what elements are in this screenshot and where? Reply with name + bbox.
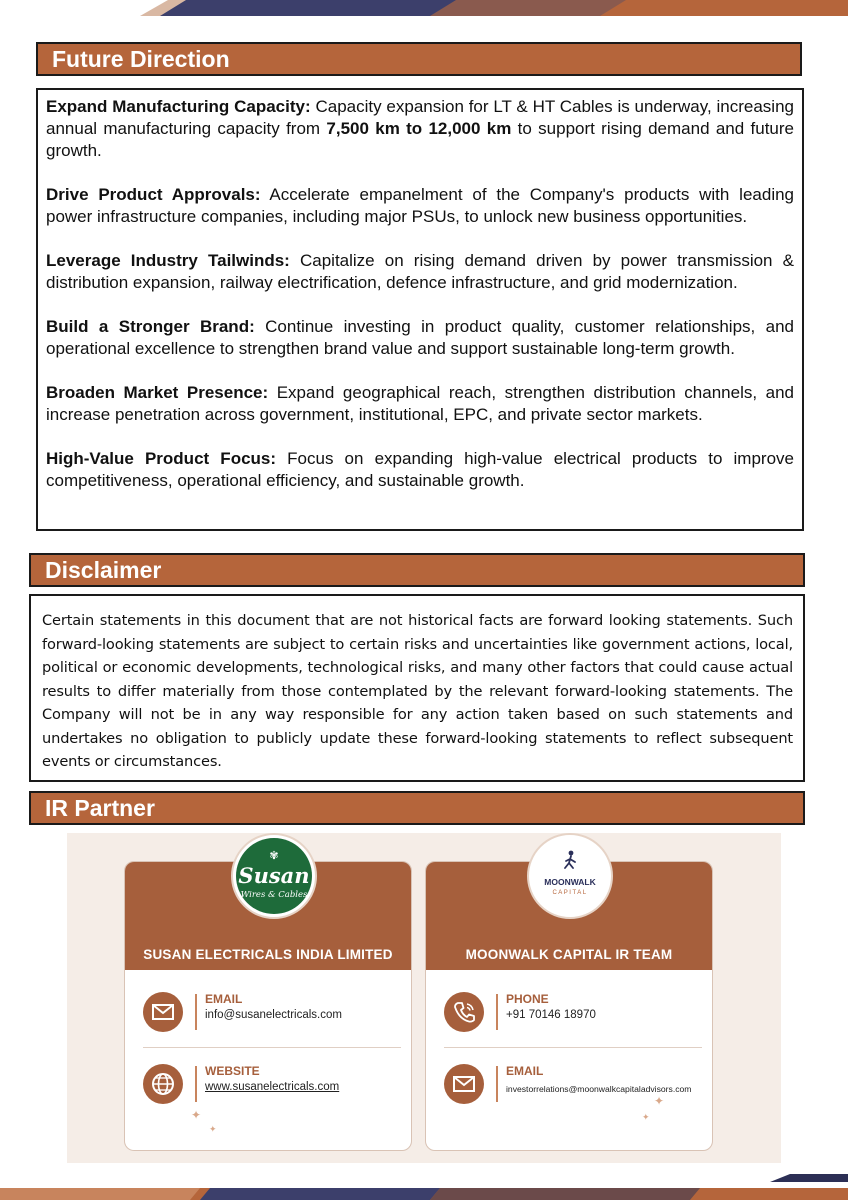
moonwalk-phone-value[interactable]: +91 70146 18970 [506,1009,596,1021]
ir-partner-heading: IR Partner [29,791,805,825]
future-direction-heading: Future Direction [36,42,802,76]
susan-website-link[interactable]: www.susanelectricals.com [205,1081,340,1093]
top-decorative-stripe [0,0,848,16]
globe-icon [143,1064,183,1104]
fd-item-approvals: Drive Product Approvals: Accelerate empanelment of the Company's products with leading power infrastructure companies, including major PSUs, to unlock new business opportunities. [46,185,795,226]
disclaimer-box [29,594,805,782]
mail-icon [143,992,183,1032]
susan-company-name: SUSAN ELECTRICALS INDIA LIMITED [143,947,393,962]
svg-text:Wires & Cables: Wires & Cables [240,890,308,900]
moonwalk-email-row [444,1064,704,1112]
disclaimer-heading: Disclaimer [29,553,805,587]
moonwalk-email-label: EMAIL [506,1064,544,1078]
susan-email-label: EMAIL [205,992,243,1006]
susan-row-divider [143,1047,401,1048]
susan-website-row [143,1064,403,1112]
phone-icon [444,992,484,1032]
sparkle-icon: ✦ [654,1094,665,1108]
moonwalk-email-value[interactable]: investorrelations@moonwalkcapitaladvisors.com [506,1084,692,1094]
bottom-decorative-stripe [0,1160,848,1200]
svg-text:✾: ✾ [269,849,279,862]
moonwalk-phone-row [444,992,704,1040]
susan-website-label: WEBSITE [205,1064,260,1078]
row-divider-line [195,1066,197,1102]
row-divider-line [195,994,197,1030]
moonwalk-phone-label: PHONE [506,992,549,1006]
future-direction-box [36,88,804,531]
fd-item-market: Broaden Market Presence: Expand geographical reach, strengthen distribution channels, and increase penetration across government, institutional, EPC, and private sector markets. [46,383,794,424]
fd-item-tailwinds: Leverage Industry Tailwinds: Capitalize on rising demand driven by power transmission & distribution expansion, railway electrification, defence infrastructure, and grid modernization. [46,251,794,292]
row-divider-line [496,1066,498,1102]
sparkle-icon: ✦ [642,1112,650,1122]
susan-email-row [143,992,403,1040]
ir-partner-card [67,833,781,1163]
svg-text:CAPITAL: CAPITAL [552,890,588,896]
fd-item-brand: Build a Stronger Brand: Continue investing in product quality, customer relationships, and operational excellence to strengthen brand value and support sustainable long-term growth. [46,317,795,358]
sparkle-icon: ✦ [191,1108,202,1122]
moonwalk-row-divider [444,1047,702,1048]
svg-text:Susan: Susan [238,863,310,888]
fd-item-high-value: High-Value Product Focus: Focus on expanding high-value electrical products to improve competitiveness, operational efficiency, and sustainable growth. [46,449,794,490]
mail-icon [444,1064,484,1104]
moonwalk-company-name: MOONWALK CAPITAL IR TEAM [465,947,673,962]
disclaimer-text: Certain statements in this document that are not historical facts are forward looking statements. Such forward-looking statements are subject to certain risks and uncertainties like government actions, local, political or economic developments, technological risks, and many other factors that could cause actual results to differ materially from those contemplated by the relevant forward-looking statements. The Company will not be in any way responsible for any action taken based on such statements and undertakes no obligation to publicly update these forward-looking statements to reflect subsequent events or circumstances. [42,612,793,770]
sparkle-icon: ✦ [209,1124,217,1134]
row-divider-line [496,994,498,1030]
susan-logo [231,833,317,919]
susan-email-value[interactable]: info@susanelectricals.com [205,1009,342,1021]
moonwalk-logo [527,833,613,919]
fd-item-manufacturing: Expand Manufacturing Capacity: Capacity expansion for LT & HT Cables is underway, increasing annual manufacturing capacity from 7,500 km to 12,000 km to support rising demand and future growth. [46,97,794,160]
svg-text:MOONWALK: MOONWALK [544,877,596,887]
